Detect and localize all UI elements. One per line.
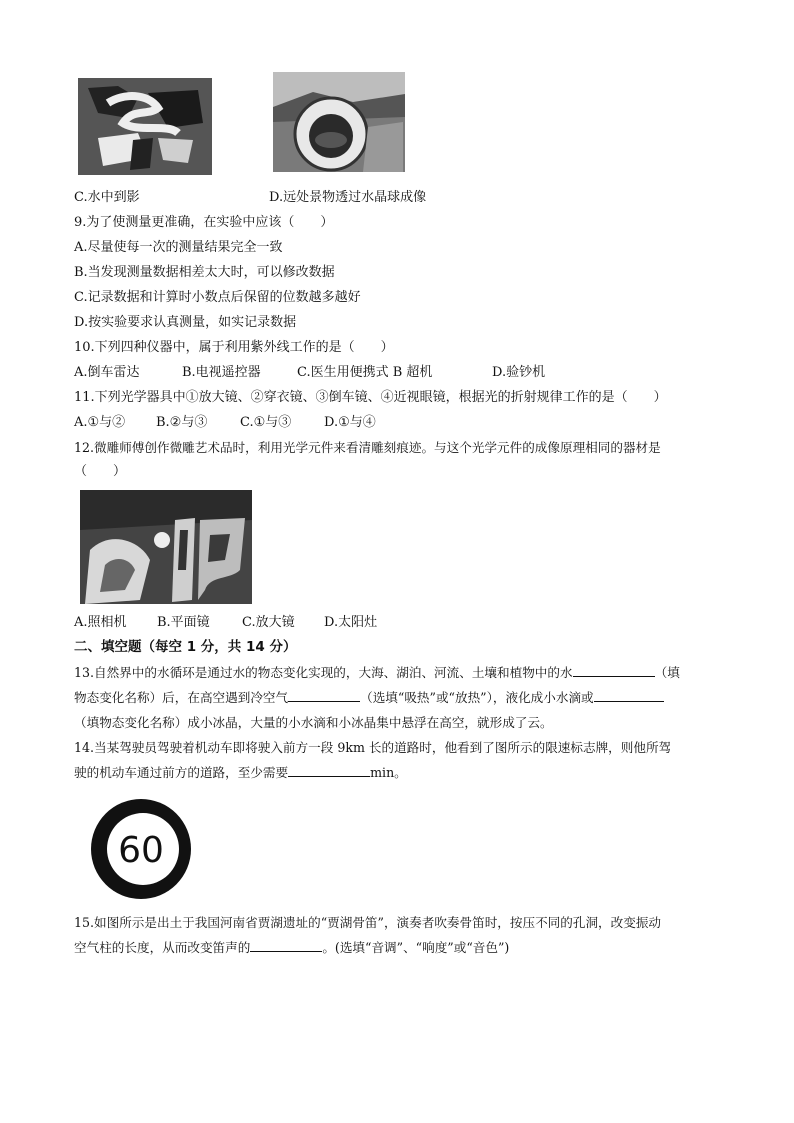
q14-text-3: min。 — [370, 765, 407, 780]
q12-stem-line1: 12.微雕师傅创作微雕艺术品时，利用光学元件来看清雕刻痕迹。与这个光学元件的成像原理相同的器材是 — [74, 440, 661, 455]
q9-option-d[interactable]: D.按实验要求认真测量，如实记录数据 — [74, 315, 297, 330]
q13-blank-1[interactable] — [573, 664, 655, 677]
micro-carving-photo — [80, 490, 252, 604]
q11-option-a[interactable]: A.①与② — [74, 415, 126, 430]
q15-line1: 15.如图所示是出土于我国河南省贾湖遗址的“贾湖骨笛”，演奏者吹奏骨笛时，按压不同的孔洞，改变振动 — [74, 915, 662, 930]
q13-blank-3[interactable] — [594, 689, 664, 702]
q13-line2 — [74, 689, 664, 707]
q15-line2 — [74, 939, 509, 957]
shadow-in-water-photo — [78, 78, 212, 175]
q15-blank[interactable] — [250, 939, 322, 952]
section-title-fill-in: 二、填空题（每空 1 分，共 14 分） — [74, 639, 297, 655]
q15-text-2: 空气柱的长度，从而改变笛声的 — [74, 940, 251, 955]
q11-option-d[interactable]: D.①与④ — [324, 415, 376, 430]
q13-line3: （填物态变化名称）成小冰晶，大量的小水滴和小冰晶集中悬浮在高空，就形成了云。 — [74, 715, 553, 730]
q14-text-2: 驶的机动车通过前方的道路，至少需要 — [74, 765, 289, 780]
q13-text-3: 物态变化名称）后，在高空遇到冷空气 — [74, 690, 289, 705]
q10-options — [74, 364, 545, 382]
q8-option-d[interactable]: D.远处景物透过水晶球成像 — [269, 190, 427, 205]
q12-option-c[interactable]: C.放大镜 — [242, 615, 295, 630]
q8-image-d — [273, 72, 405, 172]
q8-option-c[interactable]: C.水中到影 — [74, 190, 140, 205]
q14-line2 — [74, 764, 407, 782]
q15-text-3: 。(选填“音调”、“响度”或“音色”) — [322, 940, 510, 955]
q9-option-a[interactable]: A.尽量使每一次的测量结果完全一致 — [74, 240, 283, 255]
q10-stem: 10.下列四种仪器中，属于利用紫外线工作的是（ ） — [74, 340, 394, 355]
q8-options — [74, 189, 426, 207]
q11-option-b[interactable]: B.②与③ — [156, 415, 208, 430]
q9-option-b[interactable]: B.当发现测量数据相差太大时，可以修改数据 — [74, 265, 335, 280]
q9-stem: 9.为了使测量更准确，在实验中应该（ ） — [74, 215, 334, 230]
q13-blank-2[interactable] — [288, 689, 360, 702]
q12-option-a[interactable]: A.照相机 — [74, 615, 127, 630]
q10-option-a[interactable]: A.倒车雷达 — [74, 365, 140, 380]
speed-limit-value: 60 — [118, 830, 164, 871]
q14-line1: 14.当某驾驶员驾驶着机动车即将驶入前方一段 9km 长的道路时，他看到了图所示的限速标志牌，则他所驾 — [74, 740, 672, 755]
q12-stem-line2: （ ） — [74, 464, 127, 479]
q13-text-4: （选填“吸热”或“放热”），液化成小水滴或 — [360, 690, 594, 705]
q12-option-b[interactable]: B.平面镜 — [157, 615, 210, 630]
q10-option-b[interactable]: B.电视遥控器 — [182, 365, 261, 380]
q8-image-c — [78, 78, 212, 175]
q11-options — [74, 414, 376, 432]
q13-text-1: 13.自然界中的水循环是通过水的物态变化实现的，大海、湖泊、河流、土壤和植物中的水 — [74, 665, 573, 680]
q10-option-d[interactable]: D.验钞机 — [492, 365, 546, 380]
q12-option-d[interactable]: D.太阳灶 — [324, 615, 378, 630]
q12-options — [74, 614, 377, 632]
speed-limit-sign — [87, 796, 195, 902]
speed-limit-sign-icon — [87, 796, 195, 902]
q11-stem: 11.下列光学器具中①放大镜、②穿衣镜、③倒车镜、④近视眼镜，根据光的折射规律工作的是（ ） — [74, 390, 667, 405]
q9-option-c[interactable]: C.记录数据和计算时小数点后保留的位数越多越好 — [74, 290, 361, 305]
q14-blank[interactable] — [288, 764, 370, 777]
q11-option-c[interactable]: C.①与③ — [240, 415, 292, 430]
q12-image — [80, 490, 252, 604]
q10-option-c[interactable]: C.医生用便携式 B 超机 — [297, 365, 433, 380]
q13-text-2: （填 — [654, 665, 680, 680]
crystal-ball-photo — [273, 72, 405, 172]
q13-line1 — [74, 664, 680, 682]
